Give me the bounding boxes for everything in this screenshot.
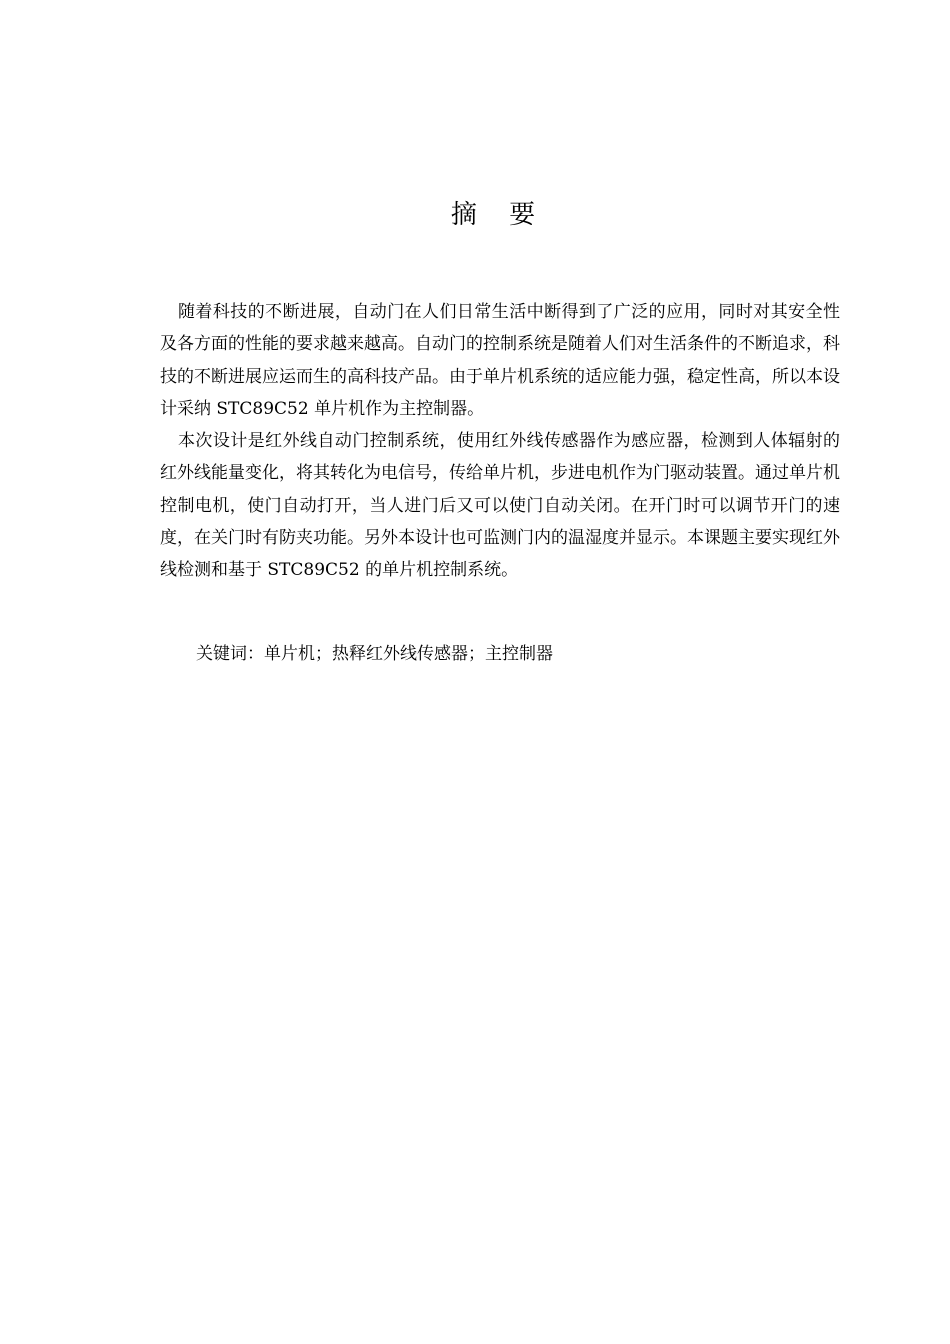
keywords-label: 关键词： [196, 644, 264, 664]
abstract-paragraph-2: 本次设计是红外线自动门控制系统，使用红外线传感器作为感应器，检测到人体辐射的红外线能量变化，将其转化为电信号，传给单片机，步进电机作为门驱动装置。通过单片机控制电机，使门自动打开，当人进门后又可以使门自动关闭。在开门时可以调节开门的速度，在关门时有防夹功能。另外本设计也可监测门内的温湿度并显示。本课题主要实现红外线检测和基于 STC89C52 的单片机控制系统。 [160, 431, 840, 581]
abstract-paragraph-1: 随着科技的不断进展，自动门在人们日常生活中断得到了广泛的应用，同时对其安全性及各方面的性能的要求越来越高。自动门的控制系统是随着人们对生活条件的不断追求，科技的不断进展应运而生的高科技产品。由于单片机系统的适应能力强，稳定性高，所以本设计采纳 STC89C52 单片机作为主控制器。 [160, 302, 840, 419]
keywords-line [196, 640, 553, 668]
abstract-body [160, 296, 840, 587]
keywords-list: 单片机；热释红外线传感器；主控制器 [264, 644, 553, 664]
abstract-title: 摘 要 [450, 200, 548, 230]
